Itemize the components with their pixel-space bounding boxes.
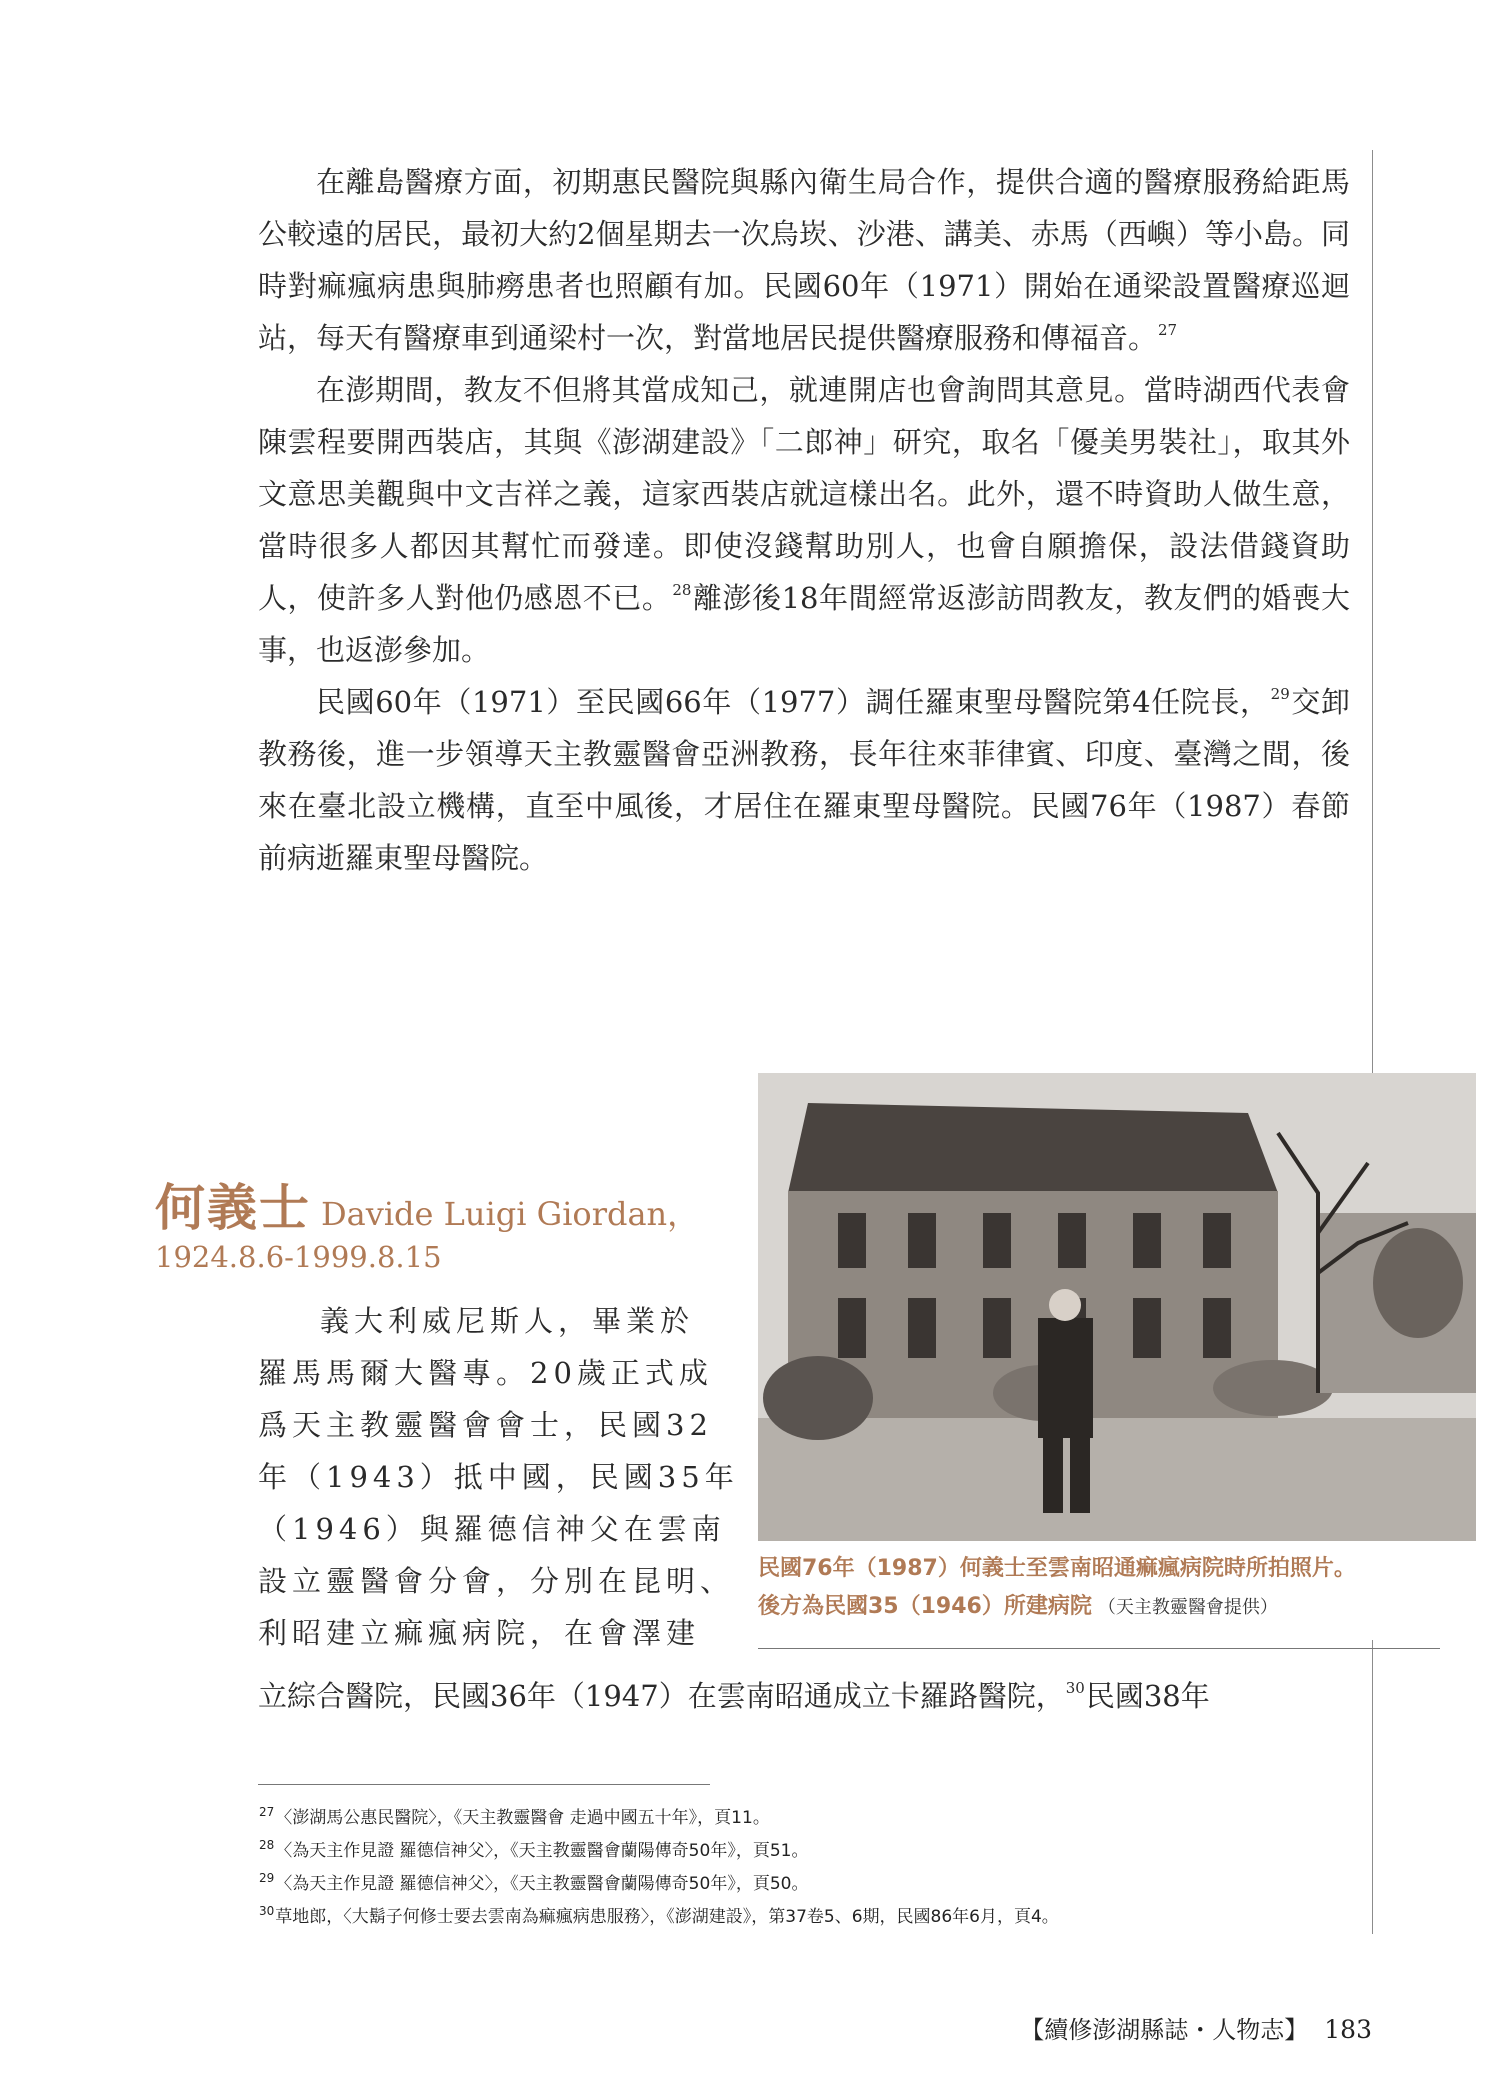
footnote-30: $^{30}$草地郎，〈大鬍子何修士要去雲南為痲瘋病患服務〉，《澎湖建設》，第37卷5、6期，民國86年6月，頁4。 <box>259 1904 1059 1927</box>
photo-illustration <box>758 1073 1476 1541</box>
caption-divider <box>758 1648 1440 1649</box>
footnote-28: $^{28}$〈為天主作見證 羅德信神父〉，《天主教靈醫會蘭陽傳奇50年》，頁51。 <box>259 1838 809 1861</box>
footnote-ref-27[interactable]: 27 <box>1158 321 1178 339</box>
paragraph-medical-service: 在離島醫療方面，初期惠民醫院與縣內衛生局合作，提供合適的醫療服務給距馬公較遠的居民，最初大約2個星期去一次烏崁、沙港、講美、赤馬（西嶼）等小島。同時對痲瘋病患與肺癆患者也照顧有加。民國60年（1971）開始在通梁設置醫療巡迴站，每天有醫療車到通梁村一次，對當地居民提供醫療服務和傳福音。$^{27}$ <box>258 165 1350 355</box>
person-name-english: Davide Luigi Giordan， <box>321 1195 700 1233</box>
bio-line: 利昭建立痲瘋病院，在會澤建 <box>258 1616 701 1650</box>
person-heading <box>155 1168 699 1240</box>
footnote-ref-29[interactable]: 29 <box>1270 685 1290 703</box>
body-text <box>258 156 1350 884</box>
bio-line: 設立靈醫會分會，分別在昆明、 <box>258 1564 735 1598</box>
bio-line: 爲天主教靈醫會會士，民國32 <box>258 1408 713 1442</box>
caption-line-2: 後方為民國35（1946）所建病院 （天主教靈醫會提供） <box>758 1594 1278 1619</box>
historic-hospital-photo <box>758 1073 1476 1541</box>
caption-line-1: 民國76年（1987）何義士至雲南昭通痲瘋病院時所拍照片。 <box>758 1556 1356 1581</box>
footnote-29: $^{29}$〈為天主作見證 羅德信神父〉，《天主教靈醫會蘭陽傳奇50年》，頁50。 <box>259 1871 809 1894</box>
bio-column <box>258 1295 739 1659</box>
bio-line: （1946）與羅德信神父在雲南 <box>258 1512 726 1546</box>
paragraph-community: 在澎期間，教友不但將其當成知己，就連開店也會詢問其意見。當時湖西代表會陳雲程要開西裝店，其與《澎湖建設》「二郎神」研究，取名「優美男裝社」，取其外文意思美觀與中文吉祥之義，這家西裝店就這樣出名。此外，還不時資助人做生意，當時很多人都因其幫忙而發達。即使沒錢幫助別人，也會自願擔保，設法借錢資助人，使許多人對他仍感恩不已。$^{28}$離澎後18年間經常返澎訪問教友，教友們的婚喪大事，也返澎參加。 <box>258 373 1350 667</box>
bio-continuation: 立綜合醫院，民國36年（1947）在雲南昭通成立卡羅路醫院，$^{30}$民國38年 <box>258 1679 1210 1713</box>
footnotes <box>258 1802 1059 1934</box>
photo-caption <box>758 1550 1478 1627</box>
page-number: 183 <box>1324 2015 1372 2044</box>
person-name-chinese: 何義士 <box>155 1178 311 1237</box>
footnote-27: $^{27}$〈澎湖馬公惠民醫院〉，《天主教靈醫會 走過中國五十年》，頁11。 <box>259 1805 770 1828</box>
page-footer <box>1020 2010 1372 2045</box>
photo-credit: （天主教靈醫會提供） <box>1097 1597 1278 1618</box>
footnote-ref-30[interactable]: 30 <box>1065 1679 1085 1697</box>
bio-line: 年（1943）抵中國，民國35年 <box>258 1460 739 1494</box>
column-rule-top <box>1372 150 1373 1075</box>
bio-line: 義大利威尼斯人，畢業於 <box>320 1304 695 1338</box>
paragraph-later-career: 民國60年（1971）至民國66年（1977）調任羅東聖母醫院第4任院長，$^{29}$交卸教務後，進一步領導天主教靈醫會亞洲教務，長年往來菲律賓、印度、臺灣之間，後來在臺北設立機構，直至中風後，才居住在羅東聖母醫院。民國76年（1987）春節前病逝羅東聖母醫院。 <box>258 685 1350 875</box>
bio-line: 羅馬馬爾大醫專。20歲正式成 <box>258 1356 713 1390</box>
footnote-divider <box>258 1784 710 1785</box>
person-dates: 1924.8.6-1999.8.15 <box>155 1240 442 1274</box>
footnote-ref-28[interactable]: 28 <box>672 581 692 599</box>
book-title: 【續修澎湖縣誌・人物志】 <box>1020 2016 1309 2044</box>
column-rule-bottom <box>1372 1640 1373 1934</box>
